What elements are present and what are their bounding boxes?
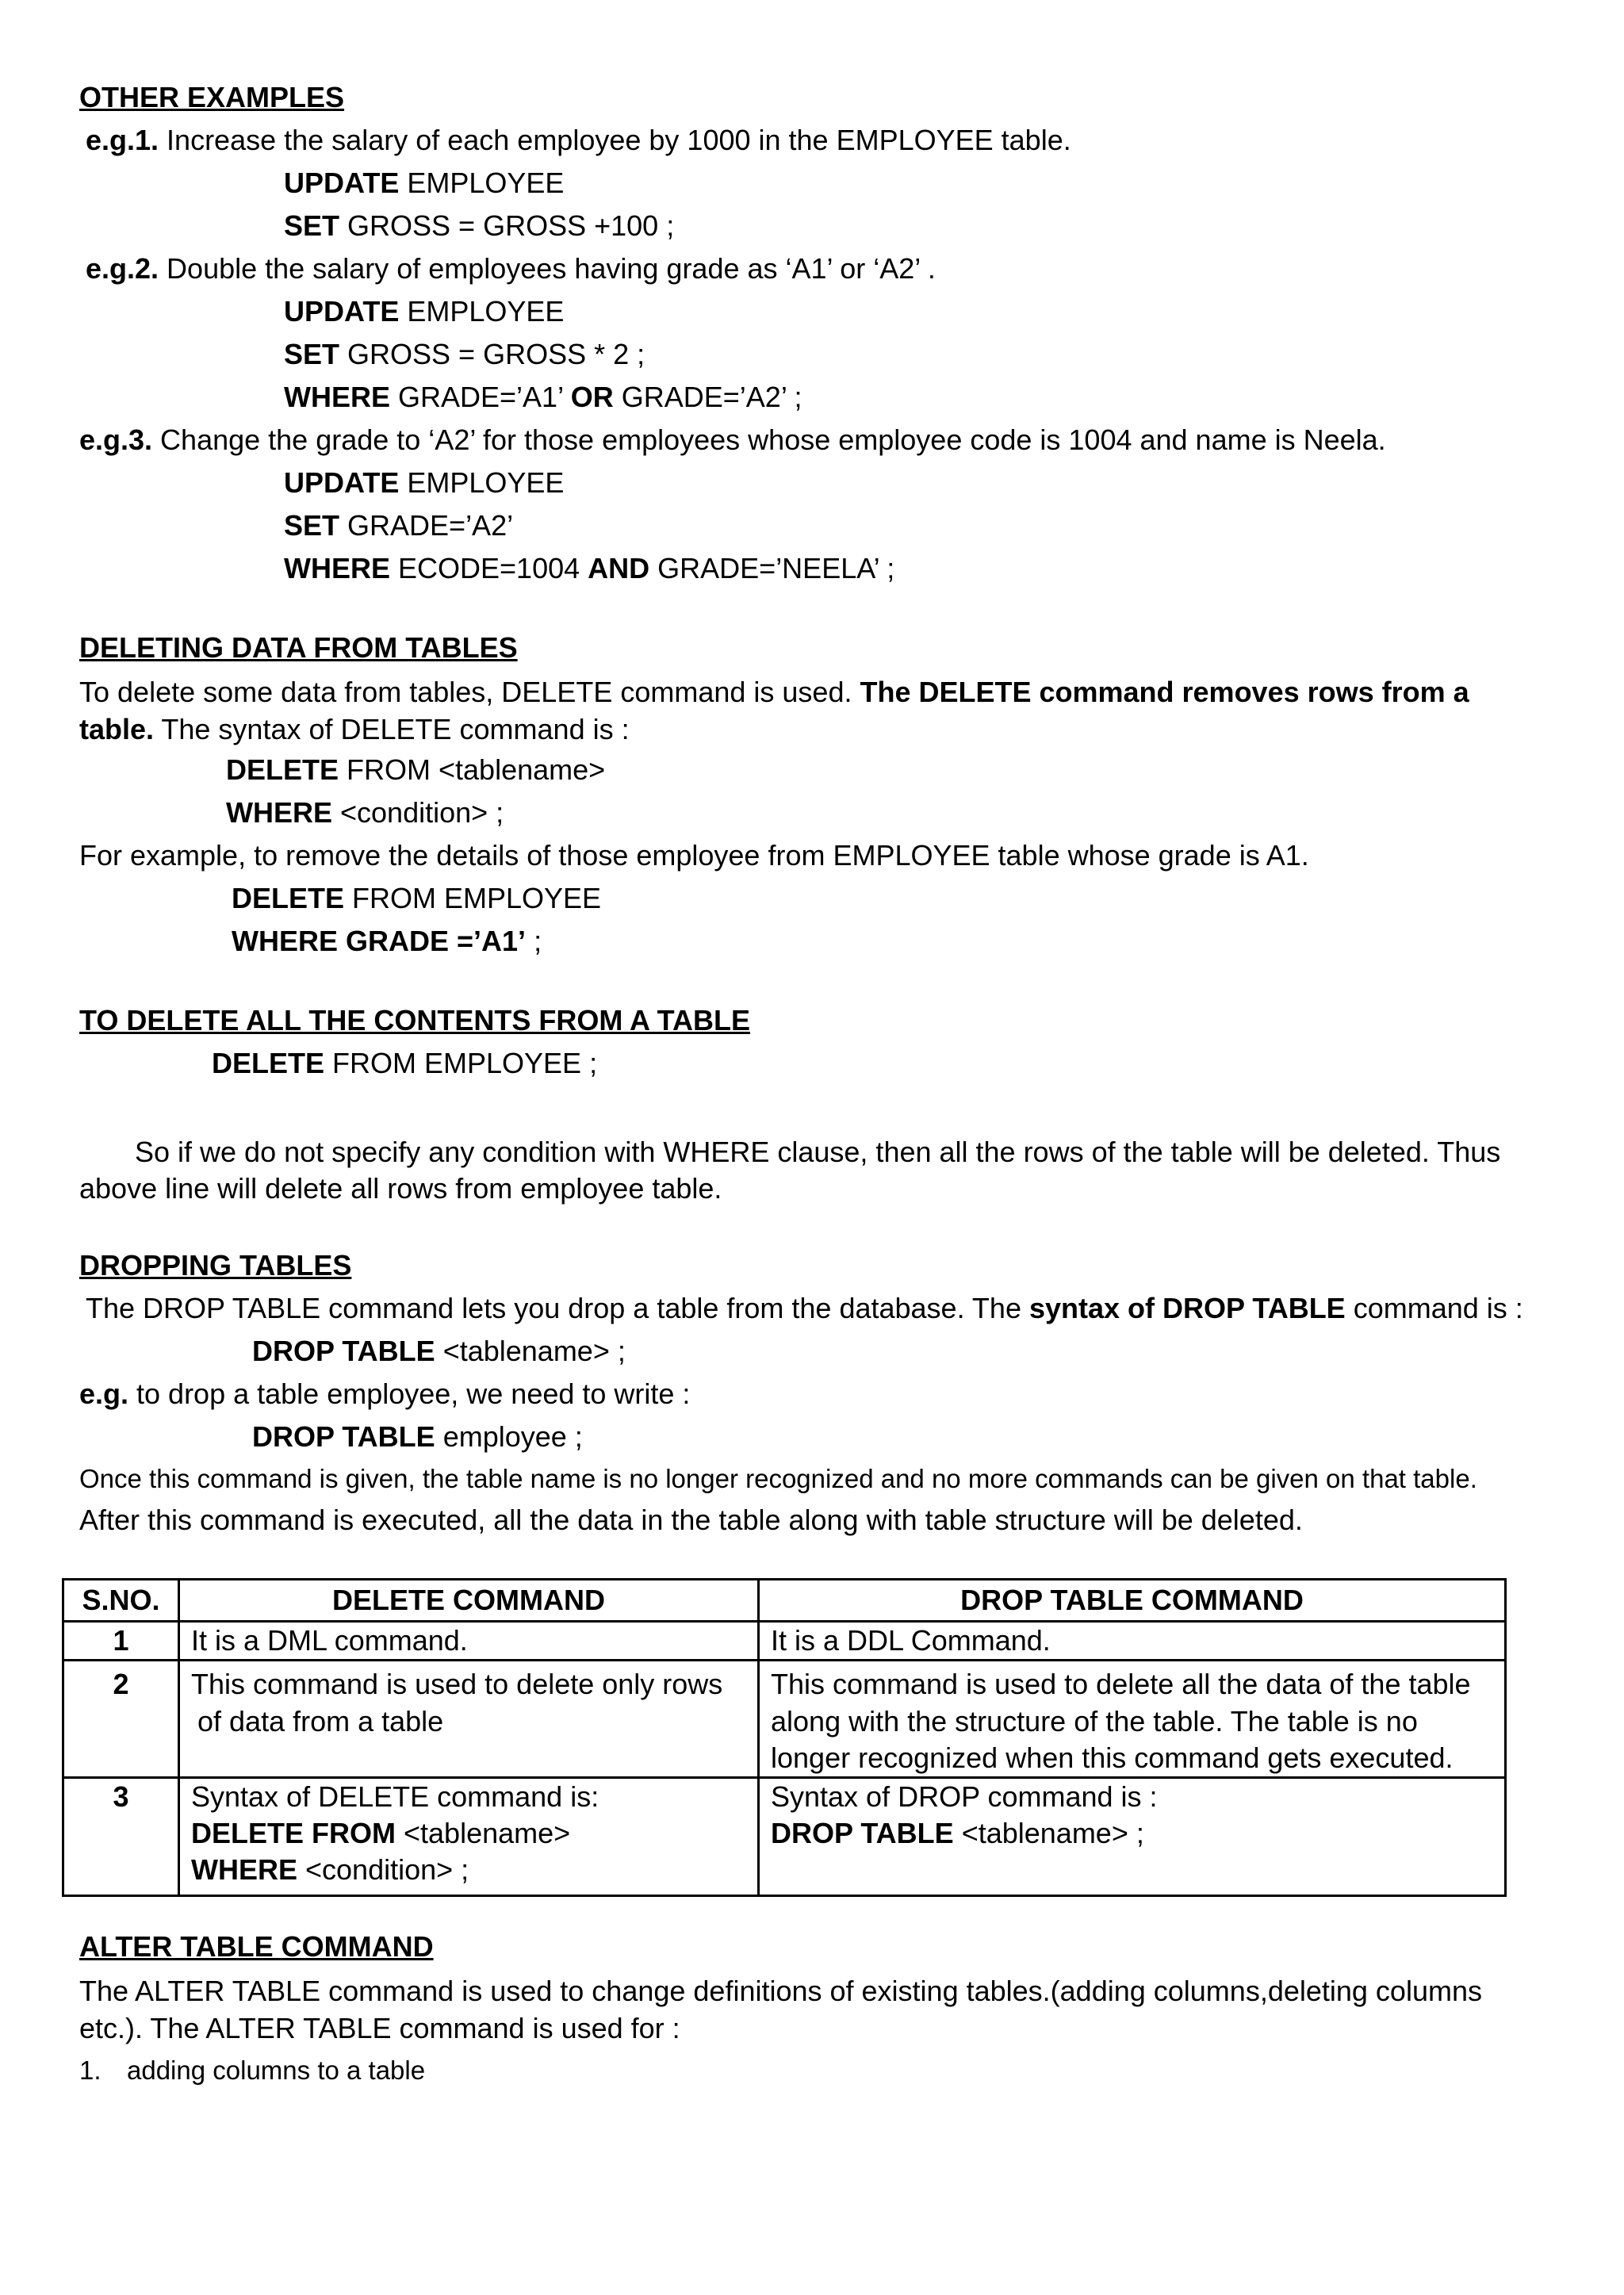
heading-alter-table: ALTER TABLE COMMAND [79, 1929, 434, 1963]
delete-example-line2: WHERE GRADE =’A1’ ; [232, 924, 542, 957]
cell-drop: This command is used to delete all the data of the table along with the structure of the table. The table is no longer recognized when this command gets executed. [759, 1661, 1506, 1777]
drop-note-small: Once this command is given, the table name is no longer recognized and no more commands can be given on that table. [79, 1464, 1477, 1494]
spacer [79, 1542, 1546, 1570]
eg3-line1: UPDATE EMPLOYEE [284, 466, 565, 499]
delete-example-text: For example, to remove the details of those employee from EMPLOYEE table whose grade is A1. [79, 838, 1309, 872]
table-row [63, 1622, 1506, 1661]
eg1-line1: UPDATE EMPLOYEE [284, 167, 565, 199]
table-header-row [63, 1580, 1506, 1622]
row-number: 1 [63, 1622, 179, 1661]
cell-delete: It is a DML command. [179, 1622, 759, 1661]
spacer [79, 1208, 1546, 1244]
header-drop-table-command: DROP TABLE COMMAND [759, 1580, 1506, 1622]
drop-note: After this command is executed, all the data in the table along with table structure will be deleted. [79, 1504, 1303, 1537]
cell-drop: It is a DDL Command. [759, 1622, 1506, 1661]
delete-all-command: DELETE FROM EMPLOYEE ; [212, 1046, 598, 1079]
drop-example-text: e.g. to drop a table employee, we need to write : [79, 1377, 691, 1411]
table-row [63, 1777, 1506, 1895]
table-row [63, 1661, 1506, 1777]
eg3-text: e.g.3. Change the grade to ‘A2’ for those employees whose employee code is 1004 and name is Neela. [79, 423, 1386, 456]
heading-dropping-tables: DROPPING TABLES [79, 1249, 352, 1282]
eg3-line3: WHERE ECODE=1004 AND GRADE=’NEELA’ ; [284, 552, 895, 584]
eg2-line1: UPDATE EMPLOYEE [284, 295, 565, 328]
spacer [79, 1085, 1546, 1134]
alter-list-item: 1. adding columns to a table [79, 2055, 426, 2085]
eg1-text: e.g.1. Increase the salary of each employee by 1000 in the EMPLOYEE table. [86, 124, 1071, 156]
header-delete-command: DELETE COMMAND [179, 1580, 759, 1622]
alter-paragraph: The ALTER TABLE command is used to change definitions of existing tables.(adding columns,deleting columns etc.). The ALTER TABLE command is used for : [79, 1974, 1482, 2044]
eg2-line2: SET GROSS = GROSS * 2 ; [284, 338, 645, 370]
row-number: 3 [63, 1777, 179, 1895]
drop-paragraph: The DROP TABLE command lets you drop a table from the database. The syntax of DROP TABLE command is : [86, 1292, 1523, 1325]
eg1-line2: SET GROSS = GROSS +100 ; [284, 209, 675, 242]
eg2-text: e.g.2. Double the salary of employees having grade as ‘A1’ or ‘A2’ . [86, 252, 936, 285]
spacer [79, 963, 1546, 999]
heading-delete-all: TO DELETE ALL THE CONTENTS FROM A TABLE [79, 1003, 750, 1036]
spacer [79, 590, 1546, 626]
comparison-table [62, 1578, 1507, 1897]
cell-drop: Syntax of DROP command is : DROP TABLE <tablename> ; [759, 1777, 1506, 1895]
cell-delete: Syntax of DELETE command is: DELETE FROM <tablename> WHERE <condition> ; [179, 1777, 759, 1895]
drop-syntax: DROP TABLE <tablename> ; [252, 1335, 626, 1368]
delete-syntax-line1: DELETE FROM <tablename> [226, 753, 606, 786]
eg3-line2: SET GRADE=’A2’ [284, 509, 514, 542]
eg2-line3: WHERE GRADE=’A1’ OR GRADE=’A2’ ; [284, 381, 802, 413]
delete-example-line1: DELETE FROM EMPLOYEE [232, 881, 602, 914]
row-number: 2 [63, 1661, 179, 1777]
delete-syntax-line2: WHERE <condition> ; [226, 795, 504, 829]
document-page [79, 76, 1546, 2090]
drop-example-command: DROP TABLE employee ; [252, 1420, 583, 1454]
heading-other-examples: OTHER EXAMPLES [79, 81, 345, 113]
spacer [79, 1897, 1546, 1925]
delete-all-paragraph: So if we do not specify any condition with WHERE clause, then all the rows of the table will be deleted. Thus above line will delete all rows from employee table. [79, 1135, 1501, 1205]
header-sno: S.NO. [63, 1580, 179, 1622]
heading-deleting-data: DELETING DATA FROM TABLES [79, 631, 518, 664]
deleting-paragraph: To delete some data from tables, DELETE command is used. The DELETE command removes rows from a table. The syntax of DELETE command is : [79, 676, 1469, 745]
cell-delete: This command is used to delete only rows of data from a table [179, 1661, 759, 1777]
